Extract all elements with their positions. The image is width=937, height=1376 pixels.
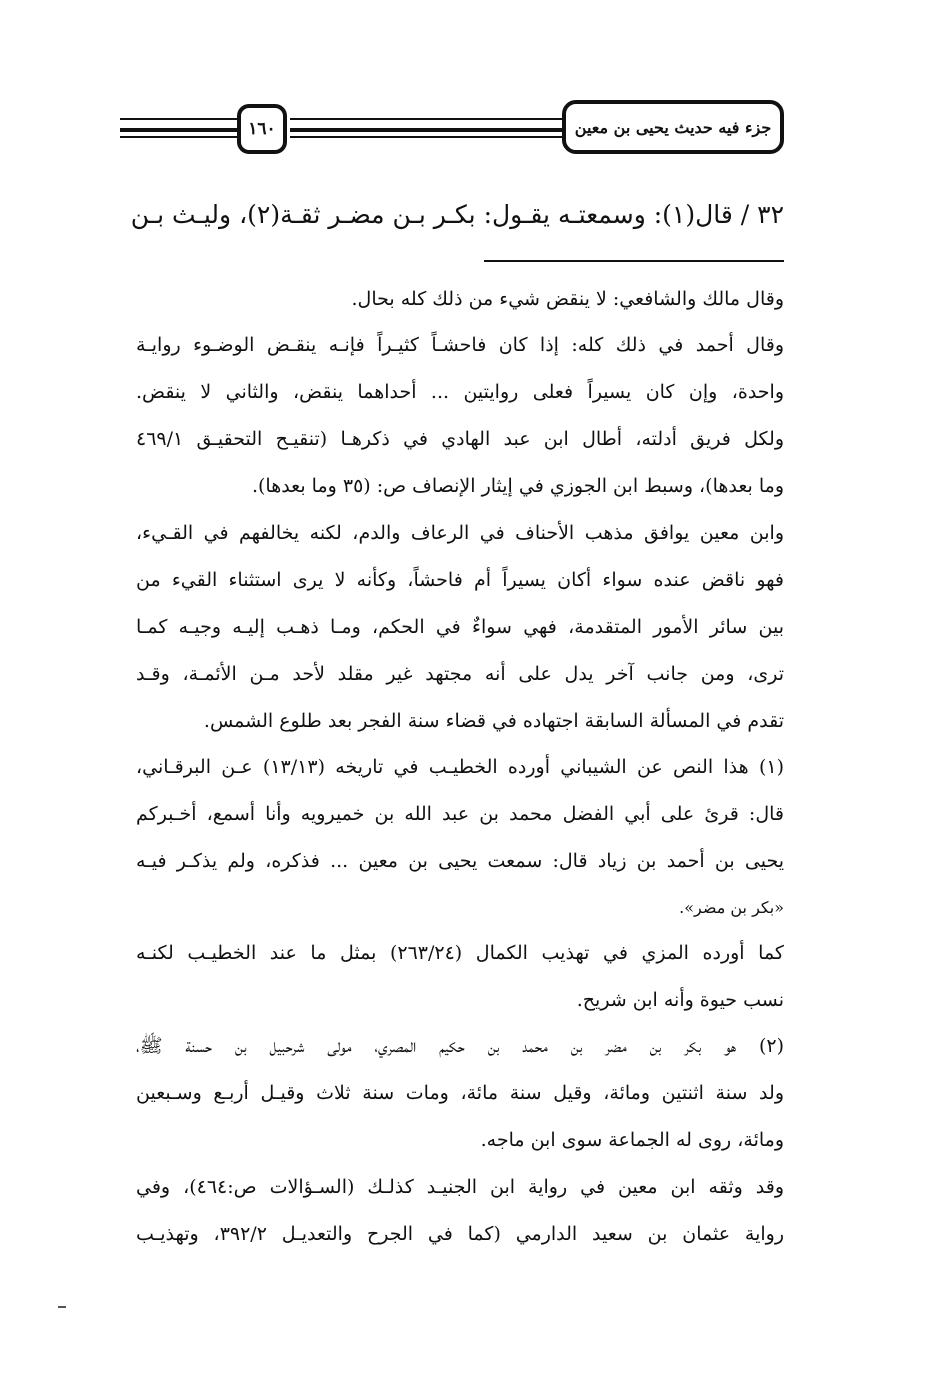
page-header: [120, 98, 786, 158]
footnote-2-line: (٢) هو بكر بن مضر بن محمد بن حكيم المصري، مولى شرحبيل بن حسنة ﷺ،: [136, 1035, 784, 1057]
footnote-2-line: ومائة، روى له الجماعة سوى ابن ماجه.: [480, 1129, 784, 1151]
footnote-2-line: رواية عثمان بن سعيد الدارمي (كما في الجرح والتعديـل ٣٩٢/٢، وتهذيـب: [136, 1223, 784, 1245]
footnote-2-line: وقد وثقه ابن معين في رواية ابن الجنيـد كذلـك (السـؤالات ص:٤٦٤)، وفي: [136, 1176, 784, 1198]
header-rule: [290, 136, 564, 138]
body-line: بين سائر الأمور المتقدمة، فهي سواءٌ في الحكم، ومـا ذهـب إليـه وجيـه كمـا: [136, 616, 784, 638]
footnote-2-line: ولد سنة اثنتين ومائة، وقيل سنة مائة، ومات سنة ثلاث وقيـل أربـع وسـبعين: [136, 1082, 784, 1104]
header-rule: [120, 118, 238, 120]
footnote-1-line: قال: قرئ على أبي الفضل محمد بن عبد الله بن خميرويه وأنا أسمع، أخـبركم: [136, 803, 784, 825]
footnote-1-line: يحيى بن أحمد بن زياد قال: سمعت يحيى بن معين ... فذكره، ولم يذكـر فيـه: [136, 850, 784, 872]
body-line: تقدم في المسألة السابقة اجتهاده في قضاء سنة الفجر بعد طلوع الشمس.: [203, 710, 784, 732]
page-number: ١٦٠: [237, 104, 287, 154]
body-line: وابن معين يوافق مذهب الأحناف في الرعاف والدم، لكنه يخالفهم في القـيء،: [136, 522, 784, 544]
body-line: واحدة، وإن كان يسيراً فعلى روايتين ... أحداهما ينقض، والثاني لا ينقض.: [136, 381, 784, 403]
header-rule: [290, 118, 564, 120]
body-line: وقال مالك والشافعي: لا ينقض شيء من ذلك كله بحال.: [351, 288, 784, 310]
book-title: جزء فيه حديث يحيى بن معين: [562, 100, 784, 154]
body-line: ترى، ومن جانب آخر يدل على أنه مجتهد غير مقلد لأحد مـن الأئمـة، وقـد: [136, 663, 784, 685]
main-text: ٣٢ / قال(١): وسمعتـه يقـول: بكـر بـن مضـر ثقـة(٢)، وليـث بـن: [130, 199, 784, 229]
header-rule: [290, 128, 564, 132]
scan-mark: [58, 1306, 66, 1308]
main-text-line: [130, 192, 784, 236]
footnote-1-line: كما أورده المزي في تهذيب الكمال (٢٦٣/٢٤) بمثل ما عند الخطيـب لكنـه: [136, 942, 784, 964]
footnote-1-line: نسب حيوة وأنه ابن شريح.: [576, 989, 784, 1011]
body-line: وقال أحمد في ذلك كله: إذا كان فاحشـاً كثيـراً فإنـه ينقـض الوضـوء روايـة: [136, 334, 784, 356]
footnote-1-line: (١) هذا النص عن الشيباني أورده الخطيـب في تاريخه (١٣/١٣) عـن البرقـاني،: [136, 756, 785, 778]
body-line: فهو ناقض عنده سواء أكان يسيراً أم فاحشاً، وكأنه لا يرى استثناء القيء من: [136, 569, 784, 591]
footnote-1-line: «بكر بن مضر».: [679, 898, 784, 917]
body-line: وما بعدها)، وسبط ابن الجوزي في إيثار الإنصاف ص: (٣٥ وما بعدها).: [251, 475, 784, 497]
footnote-separator: [484, 260, 784, 262]
header-rule: [120, 136, 238, 138]
header-rule: [120, 128, 238, 132]
body-line: ولكل فريق أدلته، أطال ابن عبد الهادي في ذكرهـا (تنقيـح التحقيـق ٤٦٩/١: [136, 428, 784, 450]
